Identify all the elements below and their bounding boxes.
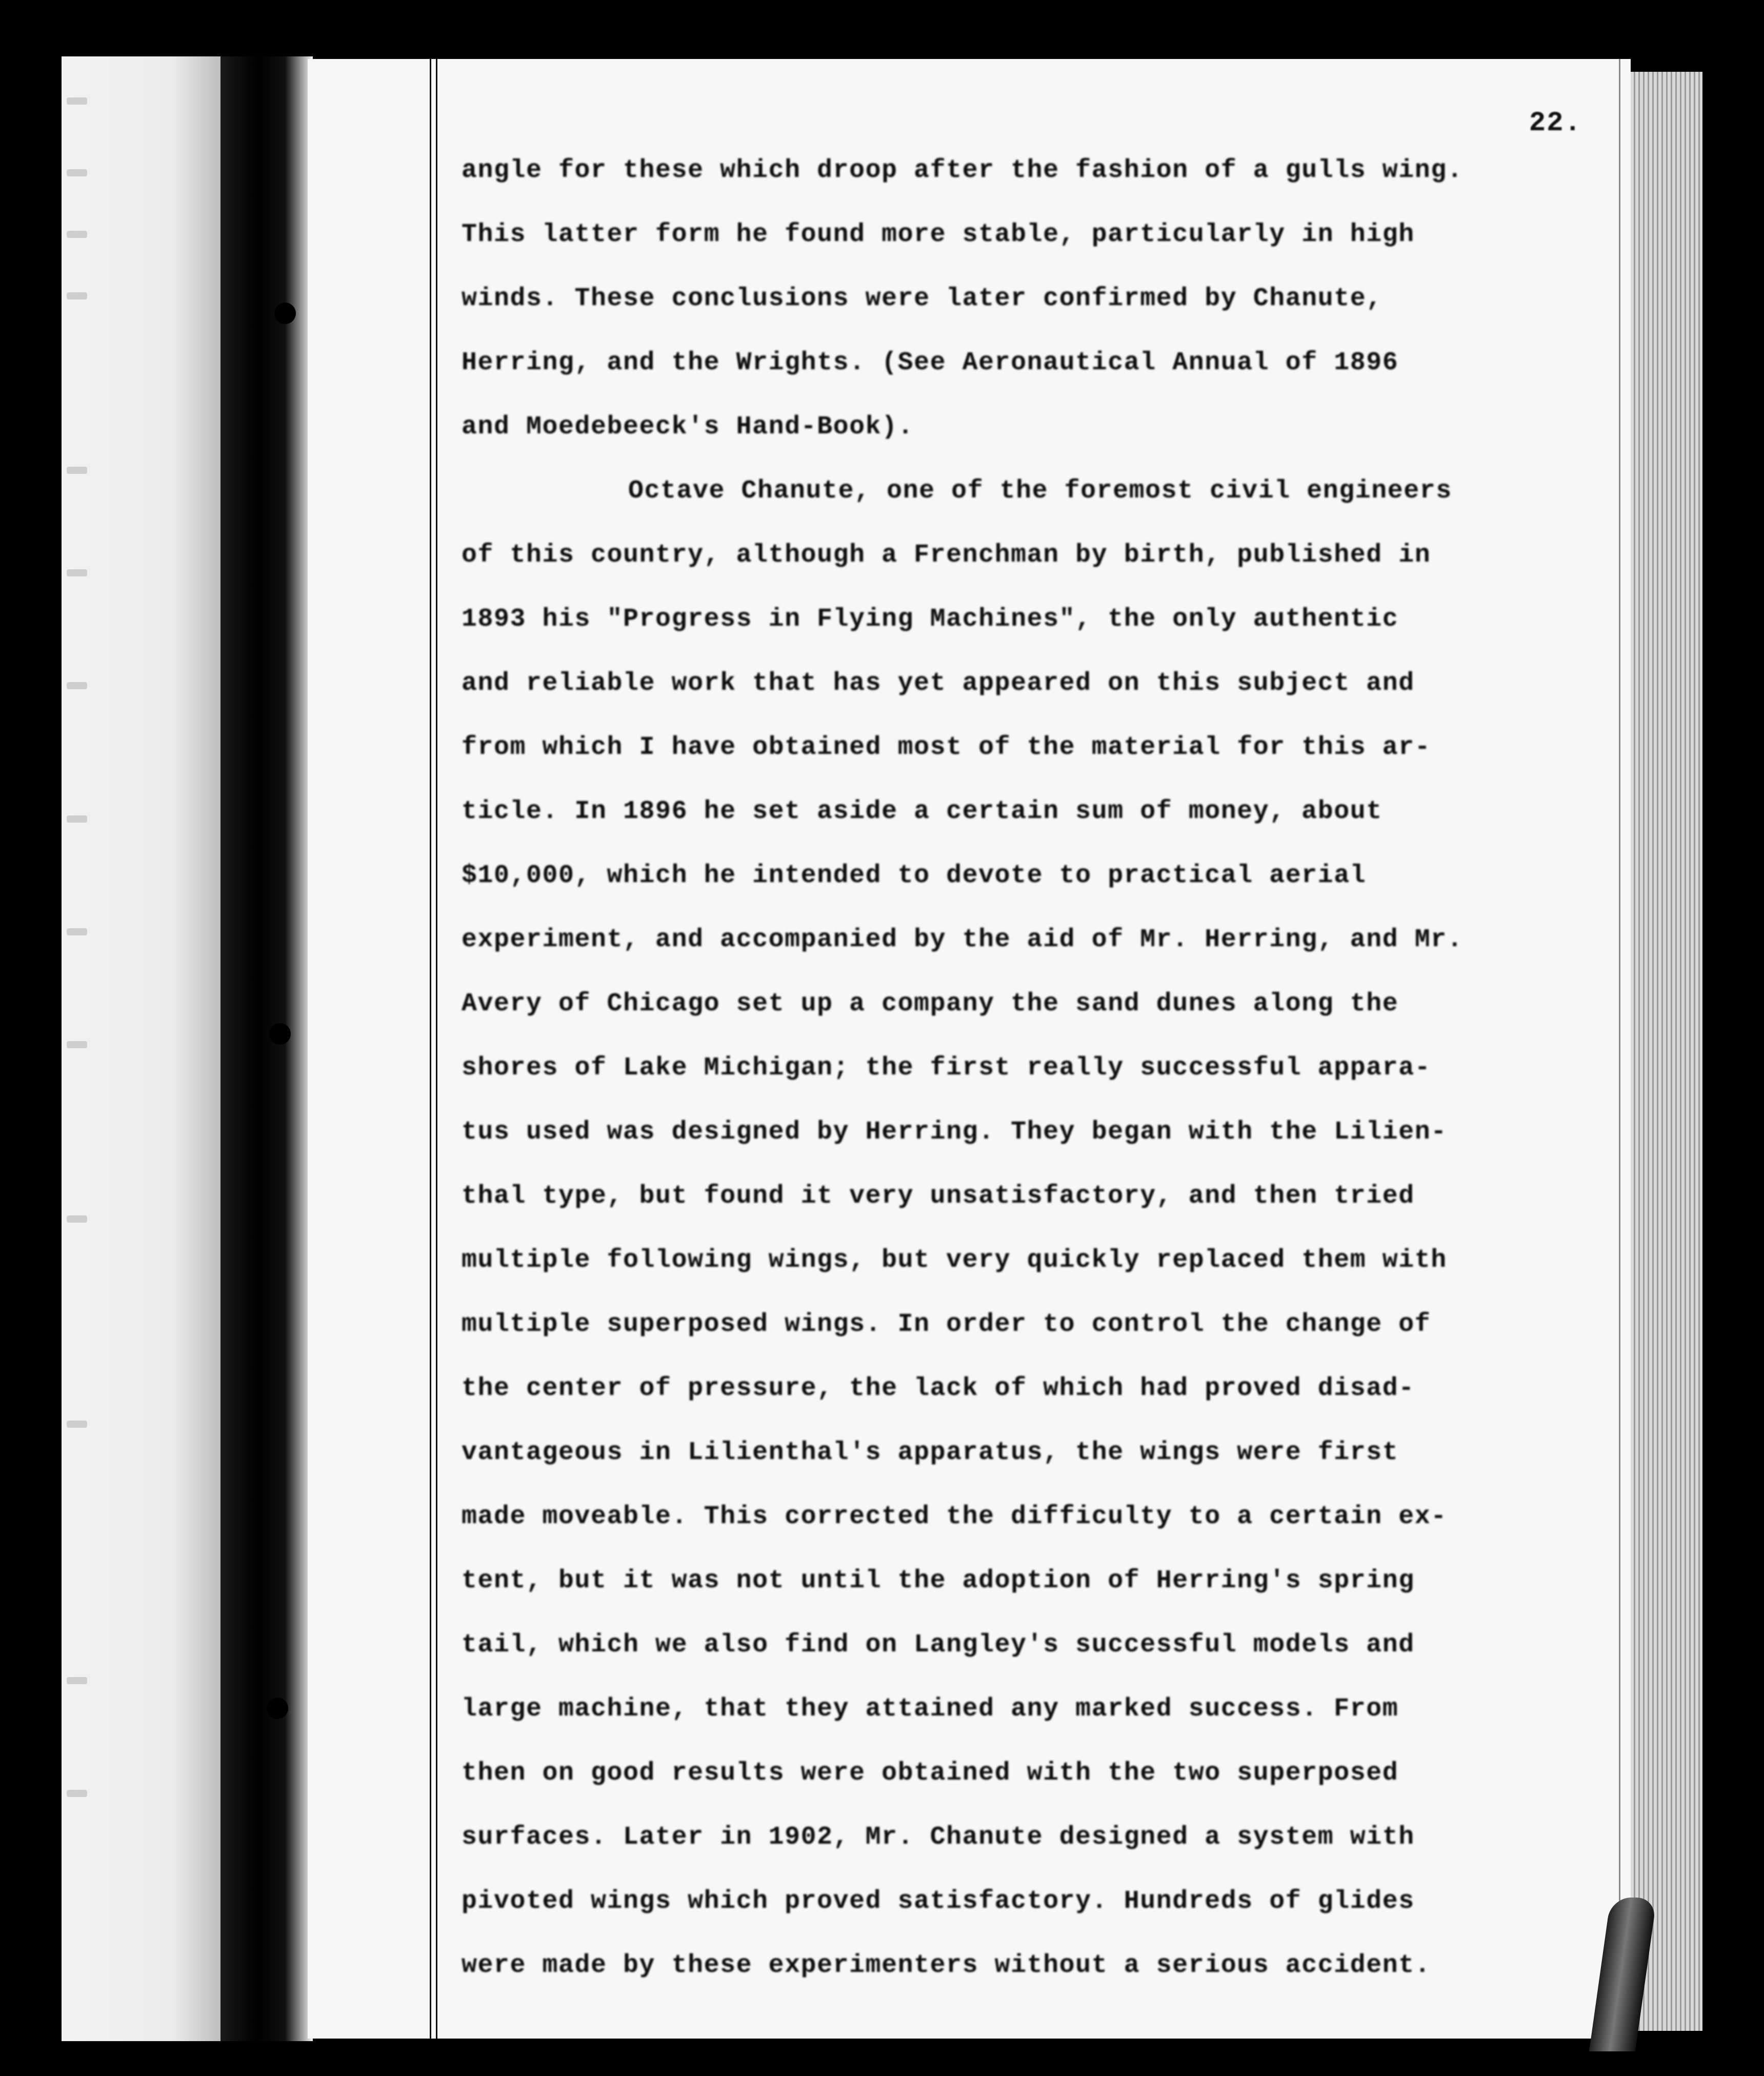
text-line: were made by these experimenters without a serious accident. (462, 1951, 1431, 1980)
text-line: pivoted wings which proved satisfactory. Hundreds of glides (462, 1887, 1415, 1916)
text-line: tus used was designed by Herring. They began with the Lilien- (462, 1117, 1447, 1147)
text-line: tent, but it was not until the adoption of Herring's spring (462, 1566, 1415, 1595)
text-line: thal type, but found it very unsatisfactory, and then tried (462, 1182, 1415, 1211)
text-line: 1893 his "Progress in Flying Machines", the only authentic (462, 605, 1399, 634)
margin-rule-left (430, 59, 431, 2039)
binder-hole (269, 1023, 291, 1045)
text-line: experiment, and accompanied by the aid of Mr. Herring, and Mr. (462, 925, 1464, 954)
text-line: ticle. In 1896 he set aside a certain sum of money, about (462, 797, 1382, 826)
text-line: then on good results were obtained with the two superposed (462, 1759, 1399, 1788)
text-line: shores of Lake Michigan; the first really successful appara- (462, 1053, 1431, 1083)
text-line: multiple superposed wings. In order to control the change of (462, 1310, 1431, 1339)
binder-hole (267, 1698, 288, 1719)
margin-rule-left (436, 59, 437, 2039)
text-line: the center of pressure, the lack of which had proved disad- (462, 1374, 1415, 1403)
text-line: Avery of Chicago set up a company the sand dunes along the (462, 989, 1399, 1019)
body-text (462, 138, 1620, 1998)
text-line: from which I have obtained most of the material for this ar- (462, 733, 1431, 762)
text-line: surfaces. Later in 1902, Mr. Chanute designed a system with (462, 1823, 1415, 1852)
page-stack-edges (1631, 72, 1702, 2031)
typewritten-page (308, 59, 1631, 2039)
text-line: This latter form he found more stable, particularly in high (462, 220, 1415, 249)
text-line: winds. These conclusions were later confirmed by Chanute, (462, 284, 1382, 313)
text-line: vantageous in Lilienthal's apparatus, the wings were first (462, 1438, 1399, 1467)
text-line: of this country, although a Frenchman by birth, published in (462, 541, 1431, 570)
text-line: multiple following wings, but very quickly replaced them with (462, 1246, 1447, 1275)
facing-page-bleed-marks (67, 77, 113, 1923)
text-line: and Moedebeeck's Hand-Book). (462, 412, 914, 442)
text-line: made moveable. This corrected the difficulty to a certain ex- (462, 1502, 1447, 1531)
text-line: tail, which we also find on Langley's successful models and (462, 1630, 1415, 1660)
text-line: Herring, and the Wrights. (See Aeronautical Annual of 1896 (462, 348, 1399, 377)
binder-hole (274, 303, 296, 324)
binding-gutter (221, 56, 313, 2041)
text-line: angle for these which droop after the fashion of a gulls wing. (462, 156, 1464, 185)
text-line: large machine, that they attained any marked success. From (462, 1694, 1399, 1724)
paragraph-first-line: Octave Chanute, one of the foremost civil engineers (628, 476, 1452, 506)
text-line: and reliable work that has yet appeared on this subject and (462, 669, 1415, 698)
page-number: 22. (1529, 108, 1582, 139)
text-line: $10,000, which he intended to devote to practical aerial (462, 861, 1367, 890)
